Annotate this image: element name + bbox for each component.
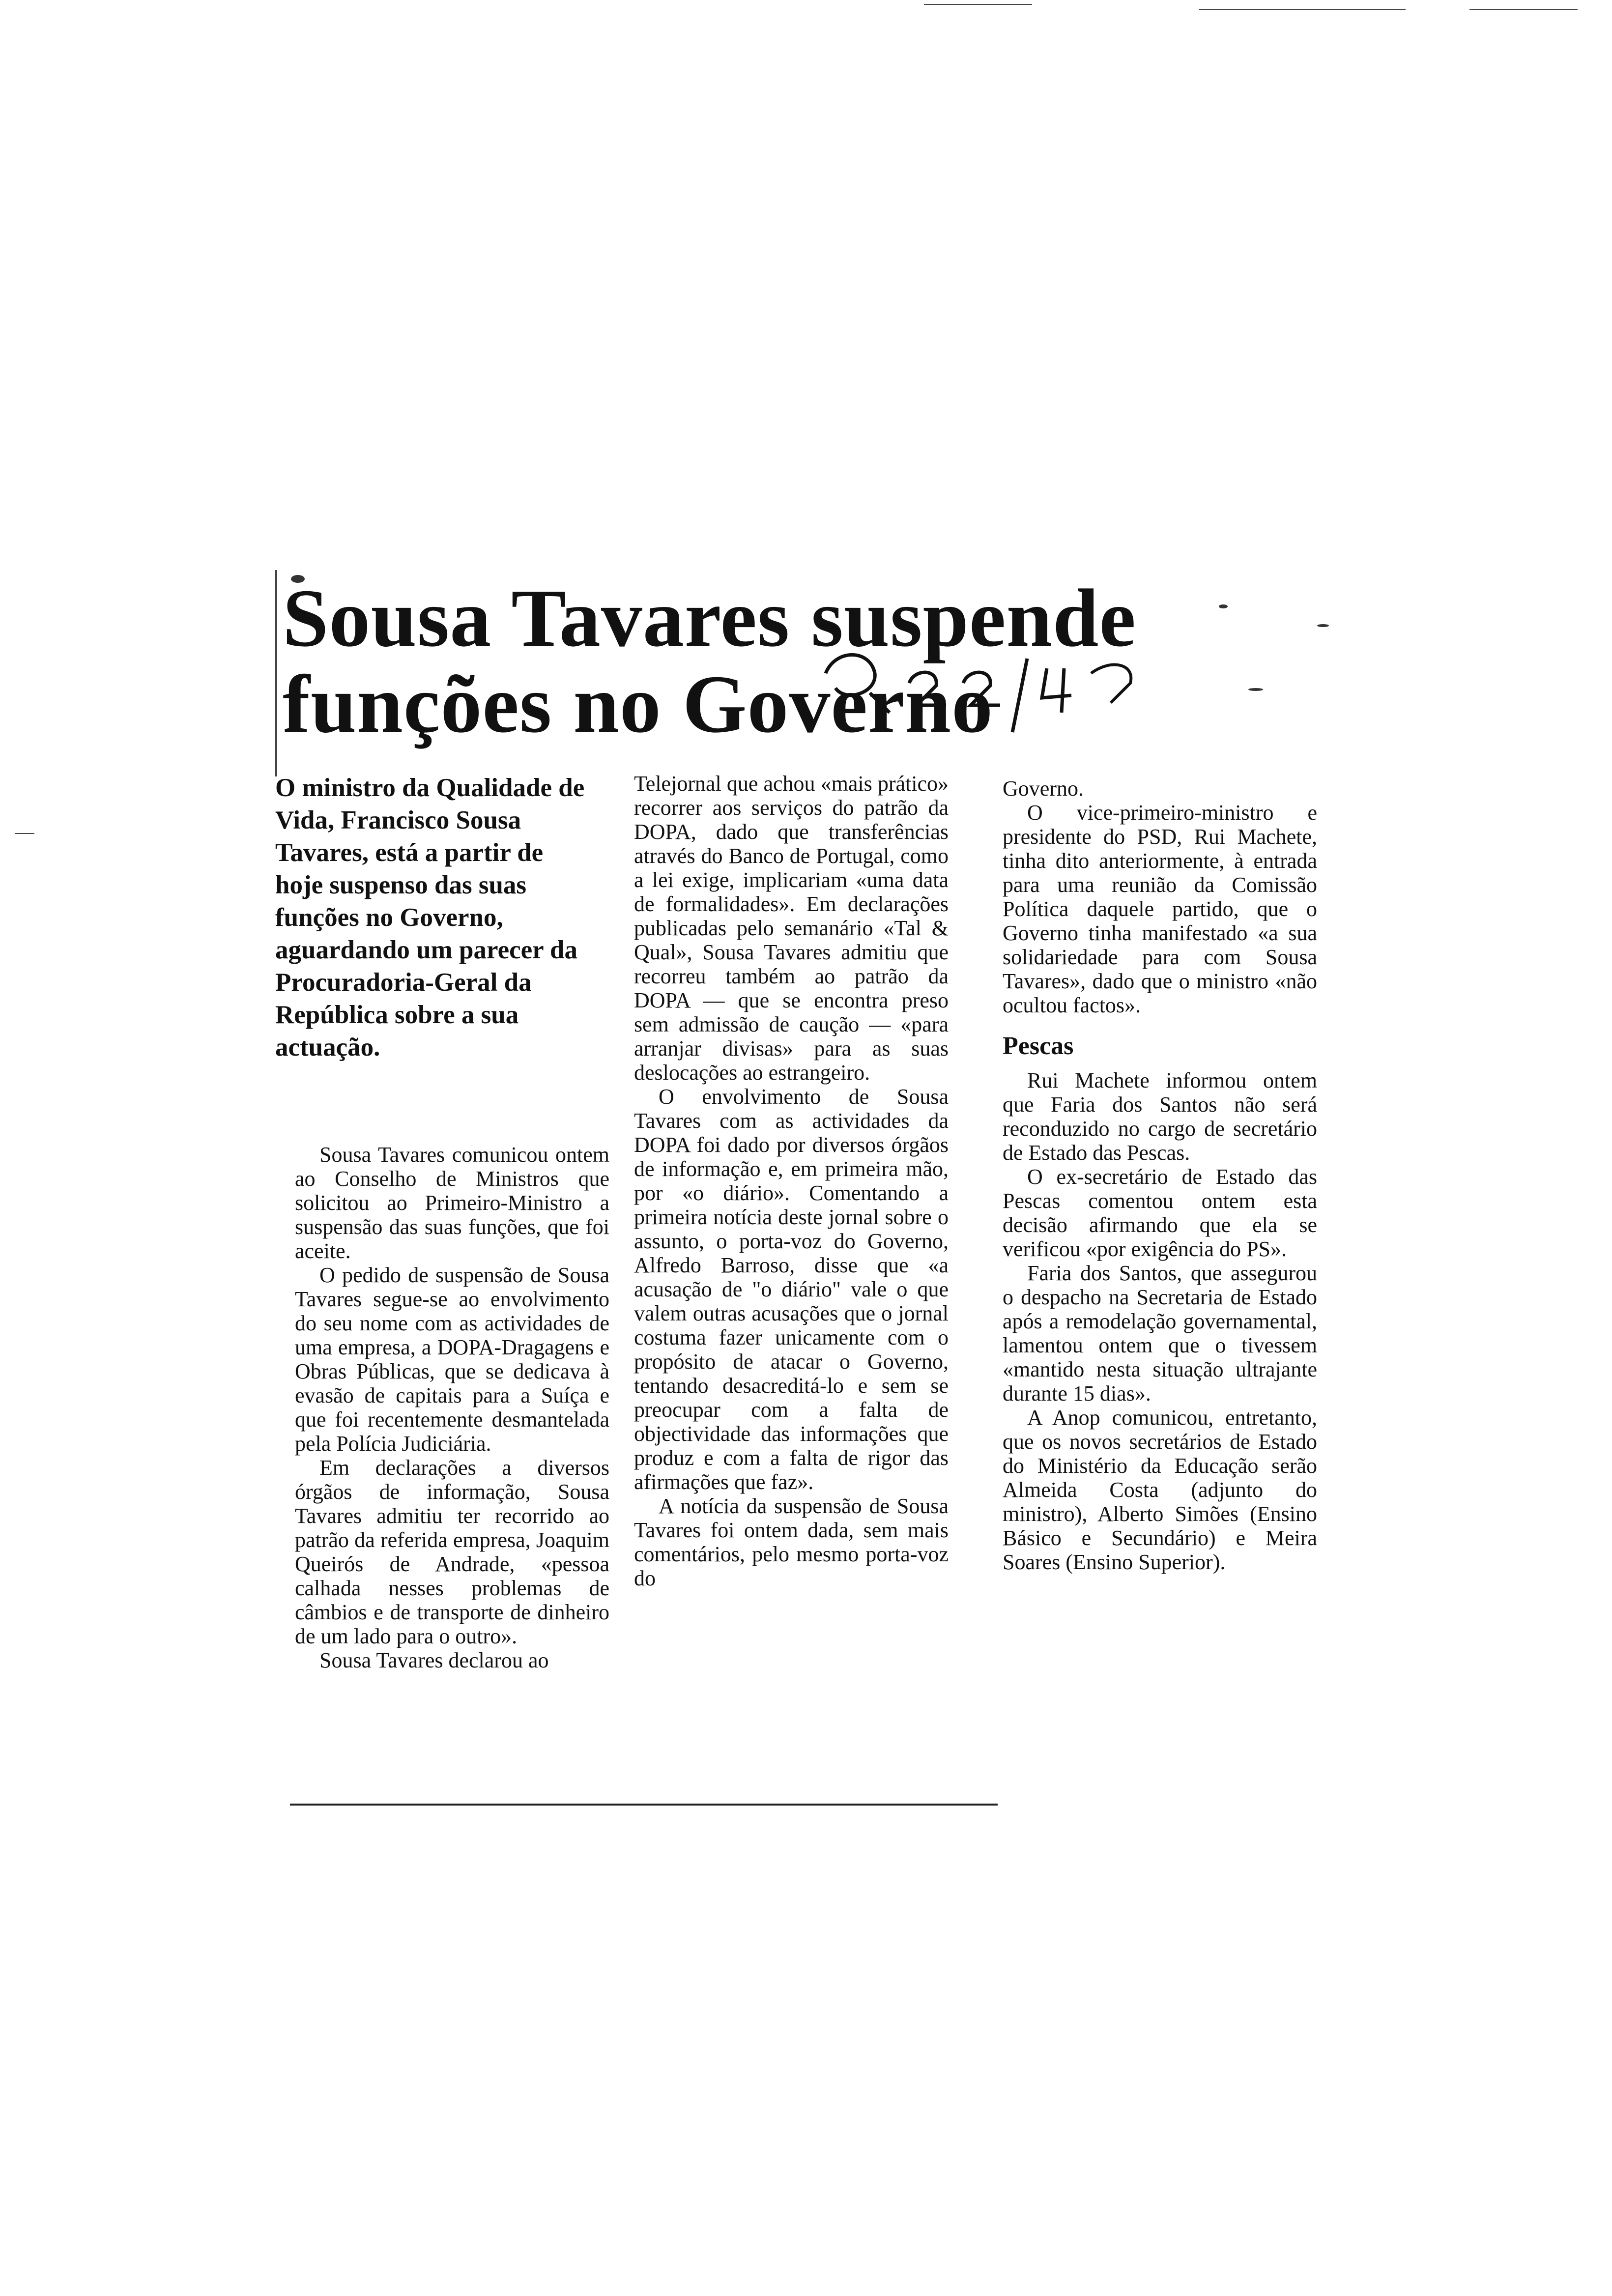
- paragraph: Sousa Tavares comunicou ontem ao Conselho de Ministros que solicitou ao Primeiro-Ministro a suspensão das suas funções, que foi aceite.: [295, 1143, 609, 1263]
- paragraph: A Anop comunicou, entretanto, que os novos secretários de Estado do Ministério da Educação serão Almeida Costa (adjunto do ministro), Alberto Simões (Ensino Básico e Secundário) e Meira Soares (Ensino Superior).: [1003, 1406, 1317, 1574]
- column-2: [634, 772, 949, 1590]
- paragraph: Rui Machete informou ontem que Faria dos Santos não será reconduzido no cargo de secretário de Estado das Pescas.: [1003, 1068, 1317, 1165]
- handwritten-annotation: [816, 639, 1170, 747]
- scan-artifact-line: [924, 4, 1032, 5]
- paragraph: Sousa Tavares declarou ao: [319, 1648, 549, 1672]
- clipping-edge: [275, 570, 277, 776]
- headline-line-2: funções no Governo: [283, 659, 993, 750]
- headline-line-1: Sousa Tavares suspende: [283, 573, 1136, 664]
- scan-artifact-line: [1199, 9, 1406, 10]
- paragraph: A notícia da suspensão de Sousa Tavares foi ontem dada, sem mais comentários, pelo mesmo porta-voz do: [634, 1494, 949, 1590]
- paragraph: Governo.: [1003, 776, 1084, 801]
- paragraph: O ex-secretário de Estado das Pescas comentou ontem esta decisão afirmando que ela se verificou «por exigência do PS».: [1003, 1165, 1317, 1261]
- paragraph: O vice-primeiro-ministro e presidente do PSD, Rui Machete, tinha dito anteriormente, à entrada para uma reunião da Comissão Política daquele partido, que o Governo tinha manifestado «a sua solidariedade para com Sousa Tavares», dado que o ministro «não ocultou factos».: [1003, 801, 1317, 1017]
- bottom-rule: [290, 1804, 998, 1806]
- paragraph: O pedido de suspensão de Sousa Tavares segue-se ao envolvimento do seu nome com as actividades de uma empresa, a DOPA-Dragagens e Obras Públicas, que se dedicava à evasão de capitais para a Suíça e que foi recentemente desmantelada pela Polícia Judiciária.: [295, 1263, 609, 1456]
- subheading-pescas: Pescas: [1003, 1032, 1074, 1060]
- paragraph: Telejornal que achou «mais prático» recorrer aos serviços do patrão da DOPA, dado que transferências através do Banco de Portugal, como a lei exige, implicariam «uma data de formalidades». Em declarações publicadas pelo semanário «Tal & Qual», Sousa Tavares admitiu que recorreu também ao patrão da DOPA — que se encontra preso sem admissão de caução — «para arranjar divisas» para as suas deslocações ao estrangeiro.: [634, 772, 949, 1085]
- scan-artifact-line: [15, 833, 34, 834]
- paragraph: O envolvimento de Sousa Tavares com as actividades da DOPA foi dado por diversos órgãos de informação e, em primeira mão, por «o diário». Comentando a primeira notícia deste jornal sobre o assunto, o porta-voz do Governo, Alfredo Barroso, disse que «a acusação de "o diário" vale o que valem outras acusações que o jornal costuma fazer unicamente com o propósito de atacar o Governo, tentando desacreditá-lo e sem se preocupar com a falta de objectividade das informações que produz e com a falta de rigor das afirmações que faz».: [634, 1085, 949, 1494]
- paragraph: Em declarações a diversos órgãos de informação, Sousa Tavares admitiu ter recorrido ao patrão da referida empresa, Joaquim Queirós de Andrade, «pessoa calhada nesses problemas de câmbios e de transporte de dinheiro de um lado para o outro».: [295, 1456, 609, 1648]
- article-lead: O ministro da Qualidade de Vida, Francisco Sousa Tavares, está a partir de hoje suspenso das suas funções no Governo, aguardando um parecer da Procuradoria-Geral da República sobre a sua actuação.: [275, 774, 585, 1062]
- paragraph: Faria dos Santos, que assegurou o despacho na Secretaria de Estado após a remodelação governamental, lamentou ontem que o tivessem «mantido nesta situação ultrajante durante 15 dias».: [1003, 1261, 1317, 1406]
- column-1: [295, 1143, 609, 1672]
- column-3: [1003, 776, 1317, 1574]
- scan-artifact-line: [1469, 9, 1578, 10]
- ink-speck: [1317, 624, 1329, 627]
